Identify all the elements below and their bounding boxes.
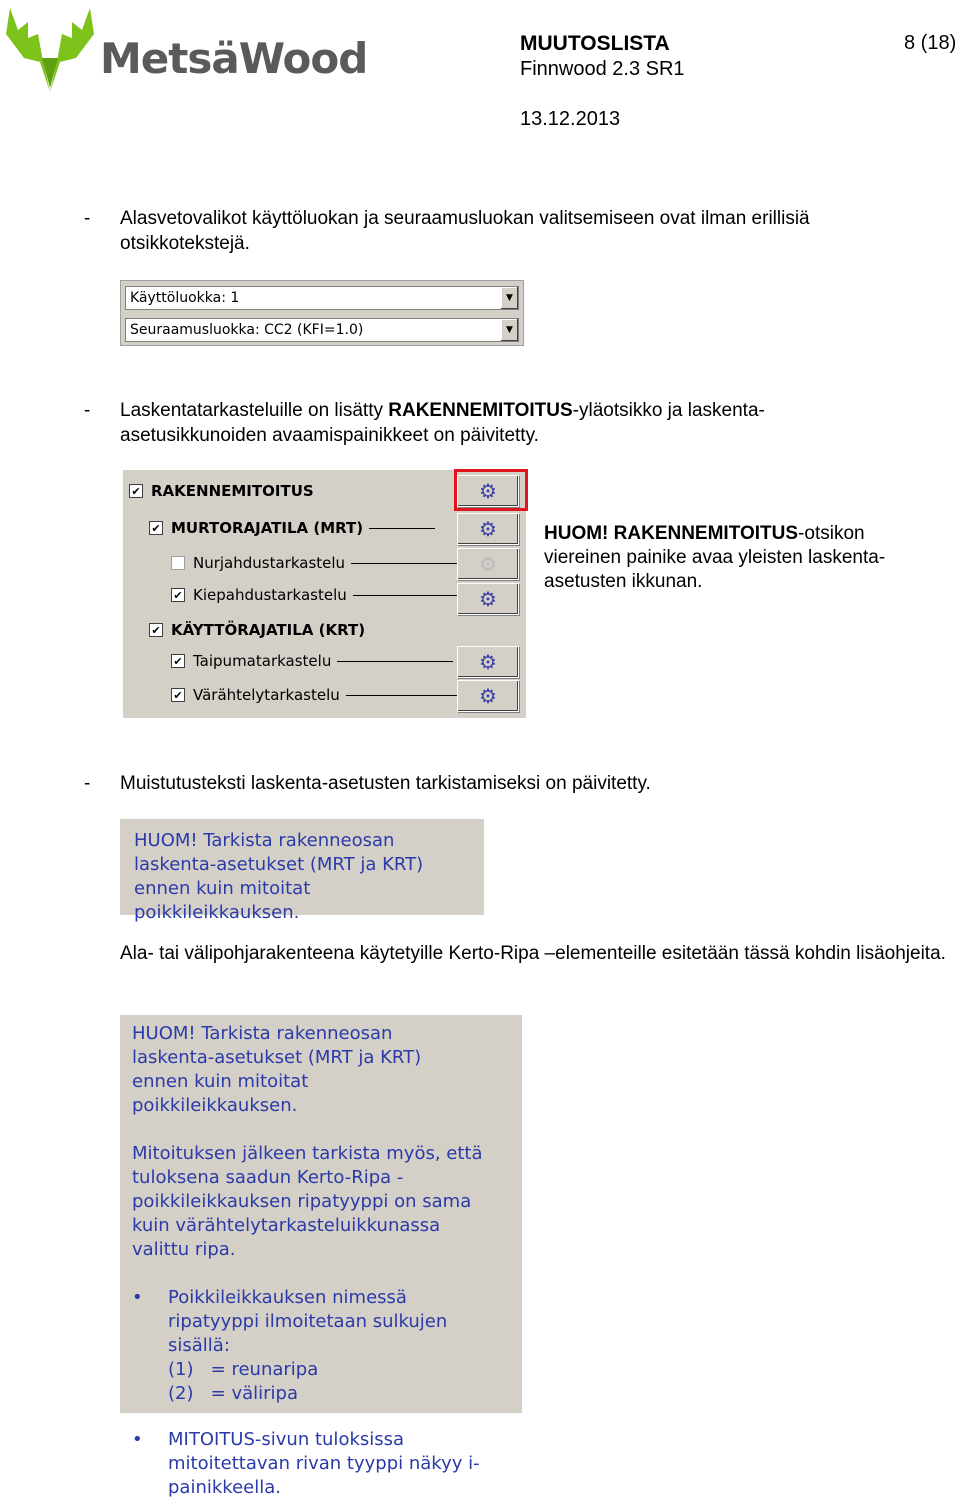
divider	[351, 563, 459, 564]
reminder-box	[120, 819, 484, 923]
version: Finnwood 2.3 SR1	[520, 58, 685, 80]
section2-text	[120, 398, 880, 448]
divider	[337, 661, 453, 662]
checkbox-unchecked-icon[interactable]	[171, 556, 185, 570]
checkbox-checked-icon[interactable]: ✔	[149, 521, 163, 535]
date: 13.12.2013	[520, 108, 621, 130]
bullet2-text: MITOITUS-sivun tuloksissa mitoitettavan rivan tyyppi näkyy i-painikkeella.	[168, 1429, 480, 1498]
page-number: 8 (18)	[904, 32, 957, 54]
tree-taipuma-label: Taipumatarkastelu	[193, 652, 332, 670]
checkbox-checked-icon[interactable]: ✔	[171, 688, 185, 702]
tree-kiepahdus-label: Kiepahdustarkastelu	[193, 586, 347, 604]
kayttoluokka-select[interactable]	[125, 286, 519, 310]
tree-nurjahdus-label: Nurjahdustarkastelu	[193, 554, 346, 572]
mrt-settings-button[interactable]	[457, 513, 519, 545]
kayttoluokka-value: Käyttöluokka: 1	[130, 290, 240, 306]
section4-text: Ala- tai välipohjarakenteena käytetyille Kerto-Ripa –elementeille esitetään tässä kohdin lisäohjeita.	[120, 943, 946, 964]
divider	[369, 528, 435, 529]
checkbox-checked-icon[interactable]: ✔	[129, 484, 143, 498]
huom-note-bold: HUOM! RAKENNEMITOITUS	[544, 523, 799, 544]
doc-title: MUUTOSLISTA	[520, 32, 670, 55]
taipuma-settings-button[interactable]	[457, 646, 519, 678]
gear-icon: ⚙	[479, 588, 497, 611]
tree-mrt-label: MURTORAJATILA (MRT)	[171, 519, 364, 537]
gear-icon: ⚙	[479, 518, 497, 541]
kiepahdus-settings-button[interactable]	[457, 583, 519, 615]
instructions-para2: Mitoituksen jälkeen tarkista myös, että tuloksena saadun Kerto-Ripa -poikkileikkauksen ripatyyppi on sama kuin värähtelytarkasteluikkunassa valittu ripa.	[132, 1143, 483, 1260]
instructions-bullet1	[132, 1286, 510, 1406]
seuraamusluokka-select[interactable]	[125, 318, 519, 342]
checkbox-checked-icon[interactable]: ✔	[171, 588, 185, 602]
bullet1-line1: Poikkileikkauksen nimessä ripatyyppi ilmoitetaan sulkujen sisällä:	[168, 1287, 448, 1356]
reminder-text: HUOM! Tarkista rakenneosan laskenta-asetukset (MRT ja KRT) ennen kuin mitoitat poikkileikkauksen.	[134, 830, 424, 923]
metsawood-logo	[4, 4, 368, 94]
tree-nurjahdus-row[interactable]	[171, 554, 459, 572]
section2-text-post: -yläotsikko ja laskenta-asetusikkunoiden avaamispainikkeet on päivitetty.	[120, 400, 765, 446]
tree-kiepahdus-row[interactable]	[171, 586, 461, 604]
bullet-dot-icon: •	[132, 1287, 143, 1308]
bullet-dash: -	[84, 208, 91, 229]
tree-root-label: RAKENNEMITOITUS	[151, 482, 314, 500]
logo-wordmark: MetsäWood	[100, 34, 368, 83]
tree-krt-label: KÄYTTÖRAJATILA (KRT)	[171, 621, 366, 639]
instructions-para1: HUOM! Tarkista rakenneosan laskenta-asetukset (MRT ja KRT) ennen kuin mitoitat poikkileikkauksen.	[132, 1023, 422, 1116]
gear-icon: ⚙	[479, 553, 497, 576]
gear-icon: ⚙	[479, 685, 497, 708]
section3-text: Muistutusteksti laskenta-asetusten tarkistamiseksi on päivitetty.	[120, 773, 651, 794]
bullet1-line3: (2) = väliripa	[168, 1383, 299, 1404]
tree-varahtely-row[interactable]	[171, 686, 460, 704]
section1-text: Alasvetovalikot käyttöluokan ja seuraamusluokan valitsemiseen ovat ilman erillisiä otsikkotekstejä.	[120, 208, 810, 254]
divider	[353, 595, 461, 596]
varahtely-settings-button[interactable]	[457, 680, 519, 712]
section2-text-pre: Laskentatarkasteluille on lisätty	[120, 400, 389, 421]
chevron-down-icon[interactable]: ▼	[500, 287, 518, 309]
bullet-dot-icon: •	[132, 1429, 143, 1450]
moose-logo-icon	[4, 4, 96, 94]
bullet-dash: -	[84, 773, 91, 794]
combo-panel	[120, 280, 524, 346]
checkbox-checked-icon[interactable]: ✔	[149, 623, 163, 637]
instructions-bullet2	[132, 1428, 510, 1500]
highlight-frame	[454, 469, 528, 511]
tree-root-row[interactable]	[129, 482, 314, 500]
huom-note	[544, 522, 944, 594]
chevron-down-icon[interactable]: ▼	[500, 319, 518, 341]
seuraamusluokka-value: Seuraamusluokka: CC2 (KFI=1.0)	[130, 322, 364, 338]
huom-note-rest: -otsikon viereinen painike avaa yleisten laskenta-asetusten ikkunan.	[544, 523, 886, 592]
tree-varahtely-label: Värähtelytarkastelu	[193, 686, 340, 704]
checkbox-checked-icon[interactable]: ✔	[171, 654, 185, 668]
gear-icon: ⚙	[479, 651, 497, 674]
rakennemitoitus-panel	[123, 470, 526, 718]
bullet1-line2: (1) = reunaripa	[168, 1359, 319, 1380]
divider	[346, 695, 460, 696]
gear-icon: ⚙	[479, 480, 497, 503]
section2-text-bold: RAKENNEMITOITUS	[388, 400, 573, 421]
bullet-dash: -	[84, 400, 91, 421]
instructions-box	[120, 1015, 522, 1498]
nurjahdus-settings-button[interactable]	[457, 548, 519, 580]
tree-krt-row[interactable]	[149, 621, 365, 639]
tree-taipuma-row[interactable]	[171, 652, 453, 670]
tree-mrt-row[interactable]	[149, 519, 435, 537]
